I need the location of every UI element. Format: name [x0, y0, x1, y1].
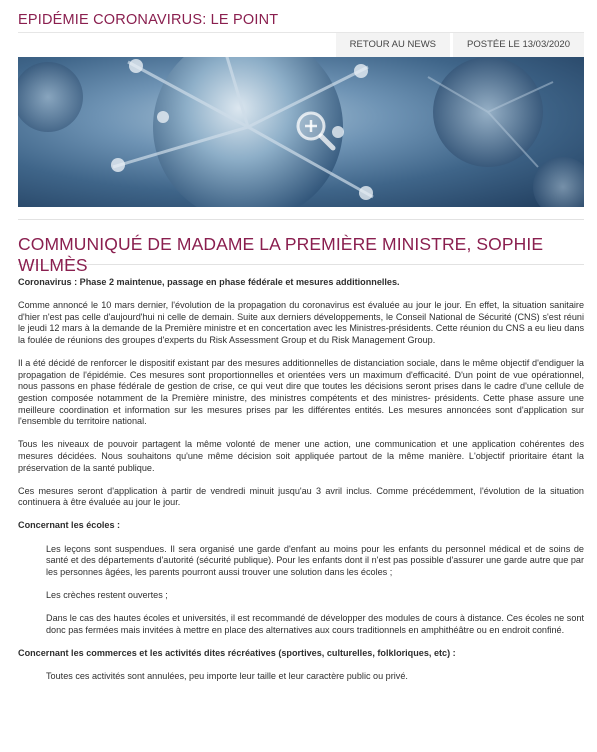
article-body — [18, 277, 584, 683]
schools-item: Les crèches restent ouvertes ; — [46, 590, 168, 601]
article-lead: Coronavirus : Phase 2 maintenue, passage en phase fédérale et mesures additionnelles. — [18, 277, 400, 287]
commerce-item: Toutes ces activités sont annulées, peu importe leur taille et leur caractère public ou privé. — [46, 671, 408, 682]
zoom-magnifier-icon[interactable] — [292, 107, 338, 153]
news-article-page — [18, 0, 584, 694]
article-title: COMMUNIQUÉ DE MADAME LA PREMIÈRE MINISTRE, SOPHIE WILMÈS — [18, 234, 544, 275]
article-paragraph: Il a été décidé de renforcer le dispositif existant par des mesures additionnelles de distanciation sociale, dans le même objectif d'endiguer la propagation de l'épidémie. Ces mesures sont proportionnelles et orientées vers un maximum d'efficacité. D'un point de vue opérationnel, nous passons en phase fédérale de gestion de crise, ce qui veut dire que toutes les décisions seront prises dans le cadre d'une cellule de gestion composée notamment de la Première ministre, des ministres compétents et des ministres- présidents. Cette phase assure une meilleure coordination et information sur les mesures prises par les différentes entités. Les mesures annoncées sont d'application sur l'ensemble du territoire national. — [18, 358, 584, 427]
hero-image[interactable] — [18, 57, 584, 207]
article-meta-bar — [18, 32, 584, 57]
schools-item: Les leçons sont suspendues. Il sera organisé une garde d'enfant au moins pour les enfants du personnel médical et de soins de santé et des départements d'autorité (sécurité publique). Pour les enfants dont il n'est pas possible d'assurer une garde autre que par les personnes âgées, les parents pourront aussi trouver une solution dans les écoles ; — [46, 543, 584, 577]
article-paragraph: Ces mesures seront d'application à partir de vendredi minuit jusqu'au 3 avril inclus. Comme précédemment, l'évolution de la situation continuera à être évaluée au jour le jour. — [18, 485, 584, 508]
commerce-heading: Concernant les commerces et les activités dites récréatives (sportives, culturelles, folkloriques, etc) : — [18, 648, 456, 658]
section-title: EPIDÉMIE CORONAVIRUS: LE POINT — [18, 12, 279, 28]
posted-date: POSTÉE LE 13/03/2020 — [450, 33, 584, 57]
divider — [18, 264, 584, 265]
article-paragraph: Tous les niveaux de pouvoir partagent la même volonté de mener une action, une communication et une application cohérentes des mesures décidées. Nous souhaitons qu'une même décision soit appliquée partout de la même manière. L'objectif prioritaire étant la préservation de la santé publique. — [18, 439, 584, 473]
back-to-news-link[interactable]: RETOUR AU NEWS — [336, 33, 450, 57]
schools-item: Dans le cas des hautes écoles et universités, il est recommandé de développer des modules de cours à distance. Ces écoles ne sont donc pas fermées mais invitées à mettre en place des alternatives aux cours traditionnels en amphithéâtre ou en endroit confiné. — [46, 613, 584, 635]
schools-heading: Concernant les écoles : — [18, 520, 121, 531]
article-paragraph: Comme annoncé le 10 mars dernier, l'évolution de la propagation du coronavirus est évaluée au jour le jour. En effet, la situation sanitaire d'hier n'est pas celle d'aujourd'hui ni celle de demain. Suite aux derniers développements, le Conseil National de Sécurité (CNS) s'est réuni le jeudi 12 mars à la demande de la Première ministre et en concertation avec les Ministres-présidents. Cette réunion du CNS a eu lieu dans la foulée de réunions des groupes d'experts du Risk Assessment Group et du Risk Management Group. — [18, 300, 584, 345]
